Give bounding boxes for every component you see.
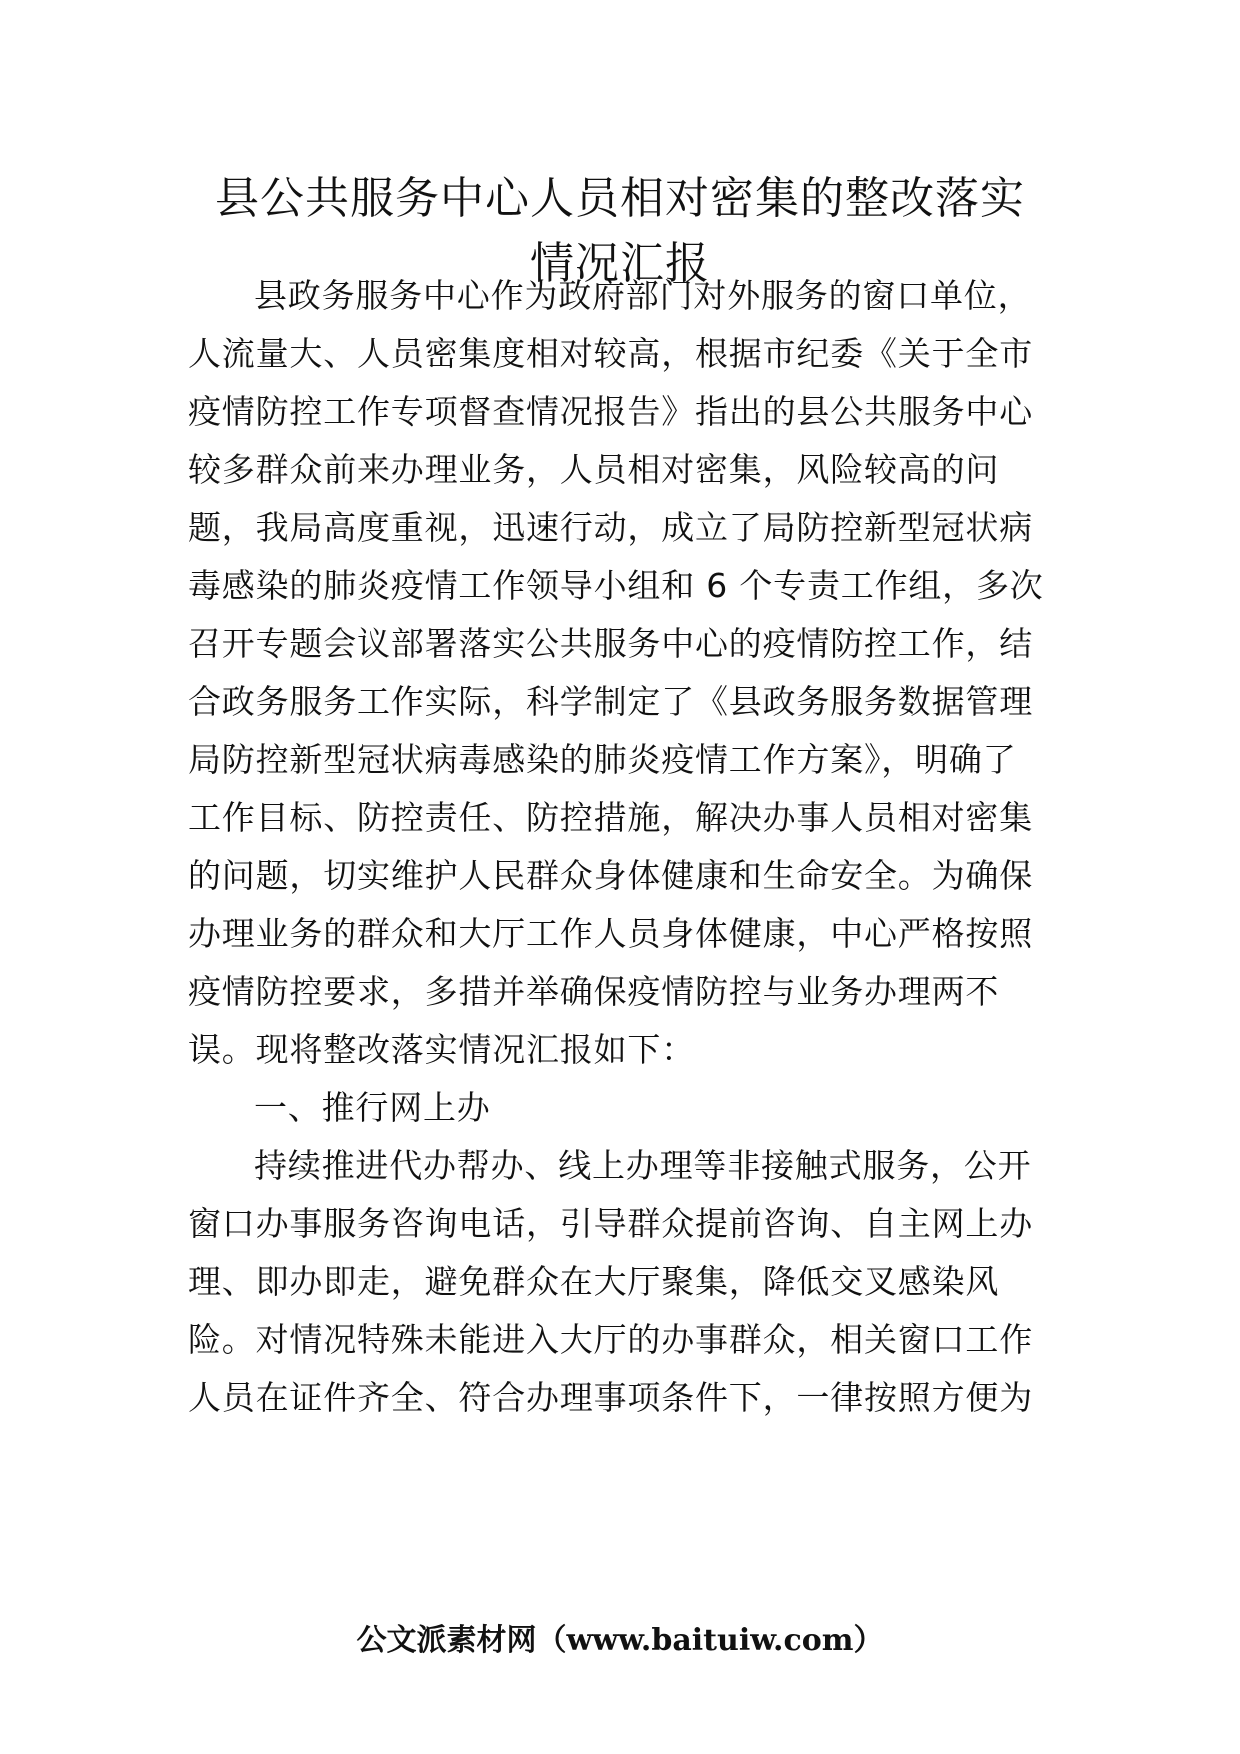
- paragraph-line: 局防控新型冠状病毒感染的肺炎疫情工作方案》，明确了: [188, 740, 1017, 779]
- paragraph-line: 召开专题会议部署落实公共服务中心的疫情防控工作，结: [188, 624, 1033, 663]
- paragraph-line: 持续推进代办帮办、线上办理等非接触式服务，公开: [254, 1146, 1032, 1185]
- paragraph-line: 办理业务的群众和大厅工作人员身体健康，中心严格按照: [188, 914, 1033, 953]
- paragraph-line: 窗口办事服务咨询电话，引导群众提前咨询、自主网上办: [188, 1204, 1033, 1243]
- paragraph-line: 的问题，切实维护人民群众身体健康和生命安全。为确保: [188, 856, 1033, 895]
- paragraph-line: 题，我局高度重视，迅速行动，成立了局防控新型冠状病: [188, 508, 1033, 547]
- paragraph-line: 误。现将整改落实情况汇报如下：: [188, 1030, 695, 1069]
- paragraph-line: 人流量大、人员密集度相对较高，根据市纪委《关于全市: [188, 334, 1033, 373]
- paragraph-line: 毒感染的肺炎疫情工作领导小组和 6 个专责工作组，多次: [188, 566, 1044, 605]
- paragraph-line: 疫情防控工作专项督查情况报告》指出的县公共服务中心: [188, 392, 1033, 431]
- paragraph-line: 疫情防控要求，多措并举确保疫情防控与业务办理两不: [188, 972, 1000, 1011]
- paragraph-line: 人员在证件齐全、符合办理事项条件下，一律按照方便为: [188, 1378, 1033, 1417]
- paragraph-line: 险。对情况特殊未能进入大厅的办事群众，相关窗口工作: [188, 1320, 1033, 1359]
- paragraph-line: 县政务服务中心作为政府部门对外服务的窗口单位，: [254, 276, 1032, 315]
- document-title-line-2: 情况汇报: [530, 238, 710, 289]
- paragraph-line: 工作目标、防控责任、防控措施，解决办事人员相对密集: [188, 798, 1033, 837]
- paragraph-line: 合政务服务工作实际，科学制定了《县政务服务数据管理: [188, 682, 1033, 721]
- paragraph-line: 较多群众前来办理业务，人员相对密集，风险较高的问: [188, 450, 1000, 489]
- footer-watermark-text: 公文派素材网（www.baituiw.com）: [356, 1623, 884, 1658]
- paragraph-line: 理、即办即走，避免群众在大厅聚集，降低交叉感染风: [188, 1262, 1000, 1301]
- document-title-line-1: 县公共服务中心人员相对密集的整改落实: [215, 173, 1025, 224]
- section-heading: 一、推行网上办: [254, 1088, 491, 1127]
